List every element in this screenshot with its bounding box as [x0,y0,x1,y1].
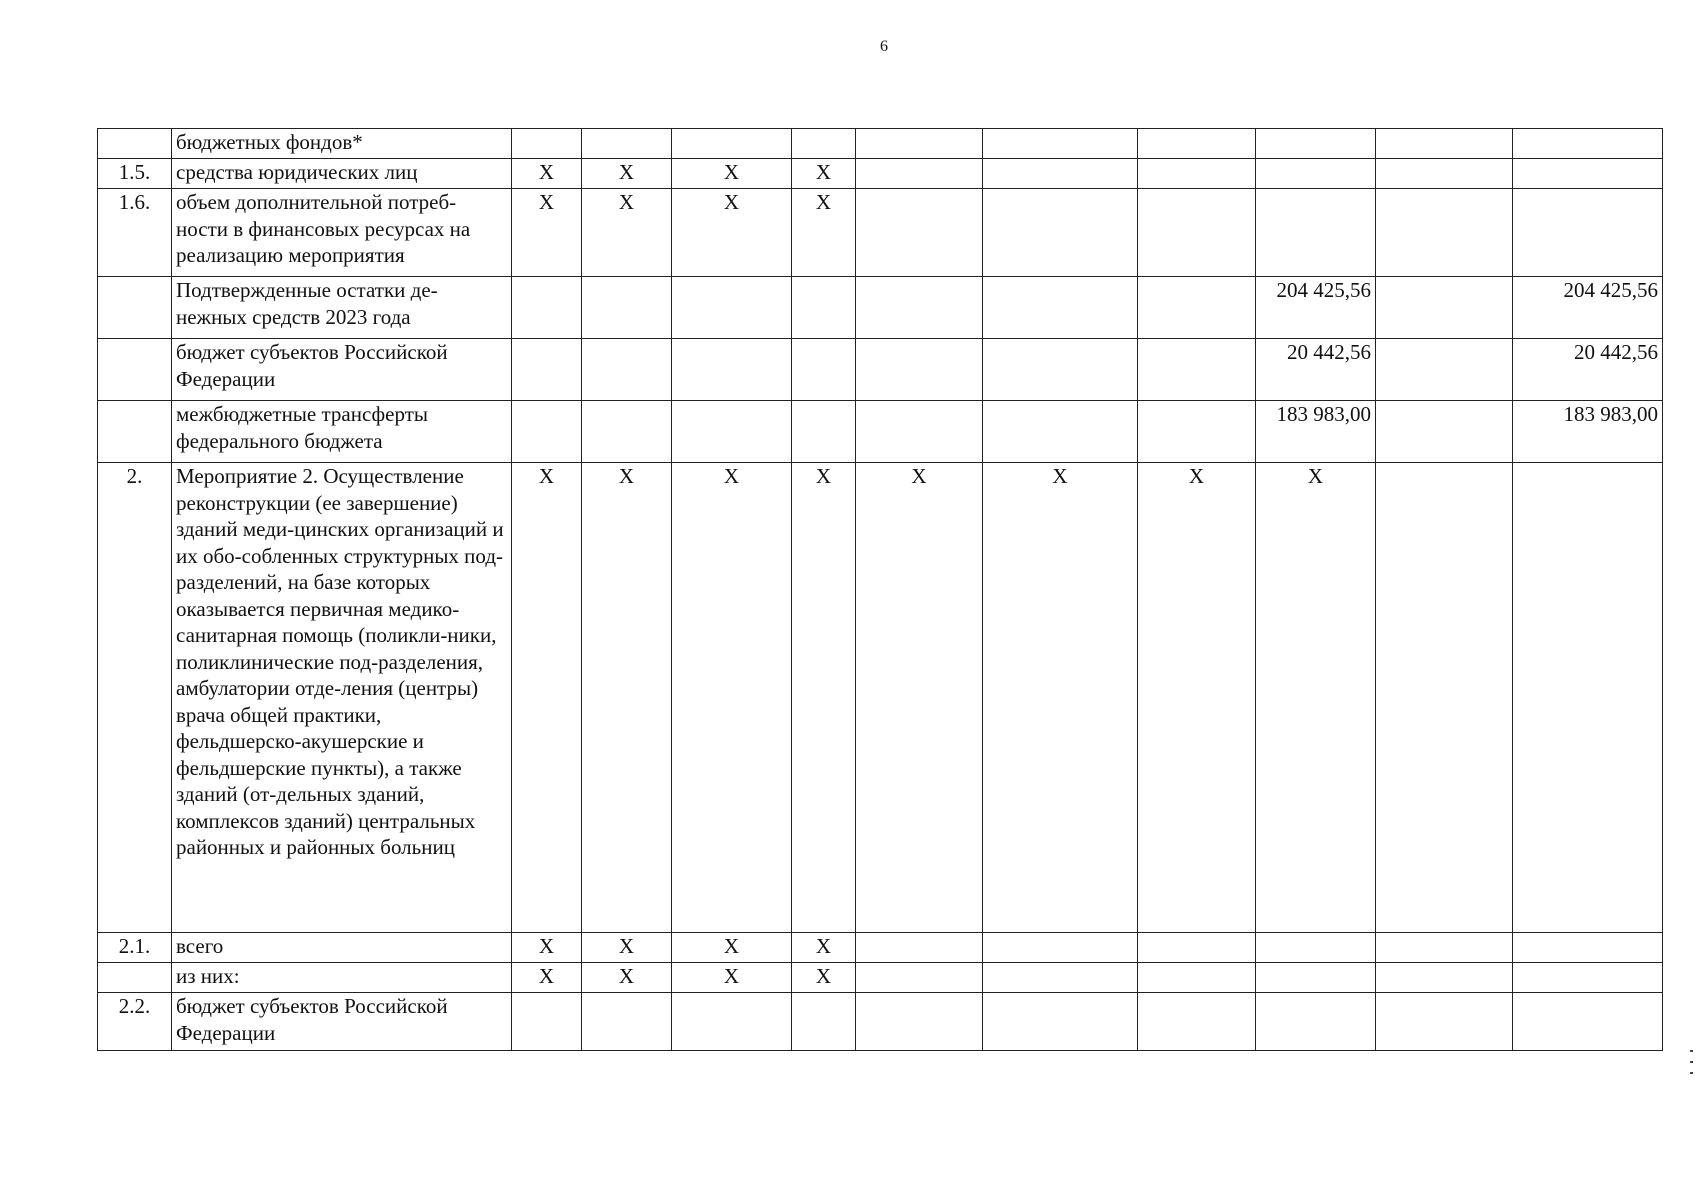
empty-cell [1256,129,1376,159]
empty-cell [856,159,983,189]
not-applicable-mark: X [582,933,672,963]
empty-cell [792,277,856,339]
empty-cell [856,129,983,159]
table-row [98,189,1663,277]
empty-cell [1376,401,1513,463]
empty-cell [1513,933,1663,963]
empty-cell [1138,189,1256,277]
empty-cell [792,339,856,401]
empty-cell [1376,277,1513,339]
amount-cell: 20 442,56 [1256,339,1376,401]
row-description: межбюджетные трансферты федерального бюджета [172,401,512,463]
row-number: 2.1. [98,933,172,963]
empty-cell [1138,339,1256,401]
not-applicable-mark: X [983,463,1138,933]
empty-cell [856,189,983,277]
empty-cell [1138,963,1256,993]
row-description: бюджетных фондов* [172,129,512,159]
empty-cell [1513,129,1663,159]
not-applicable-mark: X [512,933,582,963]
empty-cell [1513,463,1663,933]
row-number [98,277,172,339]
row-description: всего [172,933,512,963]
not-applicable-mark: X [672,189,792,277]
row-description: из них: [172,963,512,993]
not-applicable-mark: X [672,963,792,993]
empty-cell [1138,277,1256,339]
empty-cell [1256,189,1376,277]
empty-cell [856,401,983,463]
row-description: Подтвержденные остатки де-нежных средств 2023 года [172,277,512,339]
empty-cell [983,963,1138,993]
empty-cell [1256,963,1376,993]
row-description: средства юридических лиц [172,159,512,189]
empty-cell [582,339,672,401]
empty-cell [512,401,582,463]
not-applicable-mark: X [512,963,582,993]
empty-cell [983,401,1138,463]
not-applicable-mark: X [856,463,983,933]
not-applicable-mark: X [672,159,792,189]
amount-cell: 183 983,00 [1256,401,1376,463]
empty-cell [512,339,582,401]
empty-cell [792,401,856,463]
empty-cell [983,933,1138,963]
not-applicable-mark: X [1138,463,1256,933]
not-applicable-mark: X [792,159,856,189]
empty-cell [856,933,983,963]
not-applicable-mark: X [582,463,672,933]
empty-cell [1376,159,1513,189]
table-row [98,933,1663,963]
empty-cell [1376,339,1513,401]
not-applicable-mark: X [672,463,792,933]
empty-cell [983,159,1138,189]
empty-cell [672,129,792,159]
empty-cell [582,129,672,159]
table-row [98,993,1663,1051]
empty-cell [672,401,792,463]
empty-cell [512,993,582,1051]
empty-cell [1138,401,1256,463]
not-applicable-mark: X [792,463,856,933]
not-applicable-mark: X [672,933,792,963]
row-description: бюджет субъектов Российской Федерации [172,339,512,401]
empty-cell [856,993,983,1051]
table-row [98,277,1663,339]
amount-cell: 204 425,56 [1513,277,1663,339]
empty-cell [1256,159,1376,189]
table-row [98,401,1663,463]
empty-cell [856,963,983,993]
not-applicable-mark: X [512,159,582,189]
empty-cell [1513,993,1663,1051]
empty-cell [1376,189,1513,277]
empty-cell [1138,933,1256,963]
table-row [98,463,1663,933]
financing-table [97,128,1663,1051]
empty-cell [1376,933,1513,963]
not-applicable-mark: X [582,189,672,277]
amount-cell: 20 442,56 [1513,339,1663,401]
empty-cell [1256,933,1376,963]
not-applicable-mark: X [792,933,856,963]
empty-cell [1376,463,1513,933]
empty-cell [792,993,856,1051]
not-applicable-mark: X [792,189,856,277]
amount-cell: 183 983,00 [1513,401,1663,463]
table-row [98,339,1663,401]
empty-cell [983,129,1138,159]
row-number: 2. [98,463,172,933]
empty-cell [582,401,672,463]
empty-cell [1138,993,1256,1051]
row-description: объем дополнительной потреб-ности в финансовых ресурсах на реализацию мероприятия [172,189,512,277]
empty-cell [792,129,856,159]
empty-cell [1513,963,1663,993]
not-applicable-mark: X [512,189,582,277]
empty-cell [1138,159,1256,189]
not-applicable-mark: X [792,963,856,993]
row-number: 2.2. [98,993,172,1051]
table-row [98,159,1663,189]
row-description: Мероприятие 2. Осуществление реконструкции (ее завершение) зданий меди-цинских организаций и их обо-собленных структурных под-разделений, на базе которых оказывается первичная медико-санитарная помощь (поликли-ники, поликлинические под-разделения, амбулатории отде-ления (центры) врача общей практики, фельдшерско-акушерские и фельдшерские пункты), а также зданий (от-дельных зданий, комплексов зданий) центральных районных и районных больниц [172,463,512,933]
row-description: бюджет субъектов Российской Федерации [172,993,512,1051]
empty-cell [856,339,983,401]
empty-cell [1376,963,1513,993]
not-applicable-mark: X [582,963,672,993]
not-applicable-mark: X [1256,463,1376,933]
empty-cell [983,339,1138,401]
not-applicable-mark: X [582,159,672,189]
empty-cell [672,277,792,339]
amount-cell: 204 425,56 [1256,277,1376,339]
empty-cell [983,189,1138,277]
row-number [98,339,172,401]
empty-cell [1256,993,1376,1051]
row-number: 1.6. [98,189,172,277]
empty-cell [512,277,582,339]
empty-cell [1376,129,1513,159]
empty-cell [672,993,792,1051]
row-number [98,963,172,993]
empty-cell [1513,159,1663,189]
empty-cell [672,339,792,401]
empty-cell [983,993,1138,1051]
empty-cell [856,277,983,339]
empty-cell [1138,129,1256,159]
row-number [98,129,172,159]
table-row [98,129,1663,159]
row-number: 1.5. [98,159,172,189]
empty-cell [512,129,582,159]
not-applicable-mark: X [512,463,582,933]
scan-artifact [1690,1050,1693,1140]
empty-cell [1376,993,1513,1051]
page-number: 6 [880,38,888,55]
empty-cell [582,277,672,339]
empty-cell [1513,189,1663,277]
empty-cell [582,993,672,1051]
empty-cell [983,277,1138,339]
table-row [98,963,1663,993]
row-number [98,401,172,463]
